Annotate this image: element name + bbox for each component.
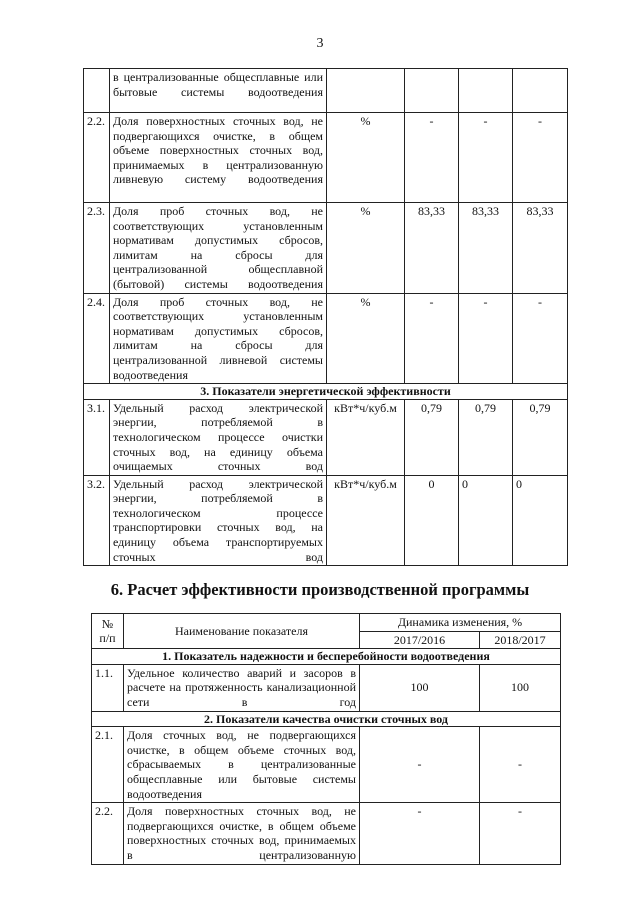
value-cell: -	[513, 113, 568, 203]
header-col-2018: 2018/2017	[480, 631, 561, 649]
header-number: № п/п	[92, 614, 124, 649]
value-cell: -	[459, 113, 513, 203]
table-row	[92, 803, 561, 864]
value-cell: -	[480, 803, 561, 864]
value-cell: 0	[405, 475, 459, 566]
value-cell: 100	[360, 664, 480, 711]
value-cell: 0	[513, 475, 568, 566]
section-title: 3. Показатели энергетической эффективности	[84, 384, 568, 400]
row-number: 2.2.	[92, 803, 124, 864]
table-row	[84, 475, 568, 566]
row-number: 2.2.	[84, 113, 110, 203]
header-col-2017: 2017/2016	[360, 631, 480, 649]
row-unit: %	[327, 203, 405, 294]
row-unit: кВт*ч/куб.м	[327, 475, 405, 566]
page-number: 3	[316, 36, 324, 51]
row-description: Доля проб сточных вод, не соответствующих установленным нормативам допустимых сбросов, лимитам на сбросы для централизованной ливневой системы водоотведения	[110, 293, 327, 384]
row-number: 2.1.	[92, 727, 124, 803]
value-cell: -	[360, 803, 480, 864]
header-dynamics: Динамика изменения, %	[360, 614, 561, 632]
header-name: Наименование показателя	[124, 614, 360, 649]
row-description: Доля сточных вод, не подвергающихся очистке, в общем объеме сточных вод, сбрасываемых в централизованные общесплавные или бытовые системы водоотведения	[124, 727, 360, 803]
efficiency-table	[91, 613, 561, 865]
value-cell: 83,33	[405, 203, 459, 294]
value-cell: 0	[459, 475, 513, 566]
table-row	[84, 69, 568, 113]
row-number: 2.4.	[84, 293, 110, 384]
row-number: 3.2.	[84, 475, 110, 566]
section-header-row	[84, 384, 568, 400]
row-number: 3.1.	[84, 399, 110, 475]
indicators-table	[83, 68, 568, 566]
value-cell: -	[405, 293, 459, 384]
section-title: 1. Показатель надежности и бесперебойности водоотведения	[92, 649, 561, 665]
table-header-row	[92, 614, 561, 632]
row-description: Удельный расход электрической энергии, потребляемой в технологическом процессе транспортировки сточных вод, на единицу объема транспортируемых сточных вод	[110, 475, 327, 566]
table-row	[92, 727, 561, 803]
table-row	[84, 293, 568, 384]
table-row	[84, 399, 568, 475]
row-number	[84, 69, 110, 113]
row-description: в централизованные общесплавные или бытовые системы водоотведения	[110, 69, 327, 113]
value-cell: 0,79	[405, 399, 459, 475]
value-cell: -	[405, 113, 459, 203]
table-row	[84, 113, 568, 203]
value-cell: -	[513, 293, 568, 384]
row-number: 1.1.	[92, 664, 124, 711]
value-cell: -	[360, 727, 480, 803]
row-unit: %	[327, 293, 405, 384]
value-cell: 100	[480, 664, 561, 711]
table-row	[84, 203, 568, 294]
value-cell: 83,33	[513, 203, 568, 294]
row-description: Доля проб сточных вод, не соответствующих установленным нормативам допустимых сбросов, лимитам на сбросы для централизованной общесплавной (бытовой) системы водоотведения	[110, 203, 327, 294]
row-number: 2.3.	[84, 203, 110, 294]
value-cell: -	[480, 727, 561, 803]
value-cell: 0,79	[459, 399, 513, 475]
row-unit: кВт*ч/куб.м	[327, 399, 405, 475]
section-header-row	[92, 649, 561, 665]
row-description: Доля поверхностных сточных вод, не подвергающихся очистке, в общем объеме поверхностных сточных вод, принимаемых в централизованную ливневую систему водоотведения	[110, 113, 327, 203]
section-heading: 6. Расчет эффективности производственной программы	[110, 580, 530, 599]
table-row	[92, 664, 561, 711]
row-unit: %	[327, 113, 405, 203]
value-cell: 0,79	[513, 399, 568, 475]
row-description: Удельный расход электрической энергии, потребляемой в технологическом процессе очистки сточных вод, на единицу объема очищаемых сточных вод	[110, 399, 327, 475]
value-cell: 83,33	[459, 203, 513, 294]
value-cell: -	[459, 293, 513, 384]
section-header-row	[92, 711, 561, 727]
row-description: Доля поверхностных сточных вод, не подвергающихся очистке, в общем объеме поверхностных сточных вод, принимаемых в централизованную	[124, 803, 360, 864]
row-description: Удельное количество аварий и засоров в расчете на протяженность канализационной сети в год	[124, 664, 360, 711]
section-title: 2. Показатели качества очистки сточных вод	[92, 711, 561, 727]
